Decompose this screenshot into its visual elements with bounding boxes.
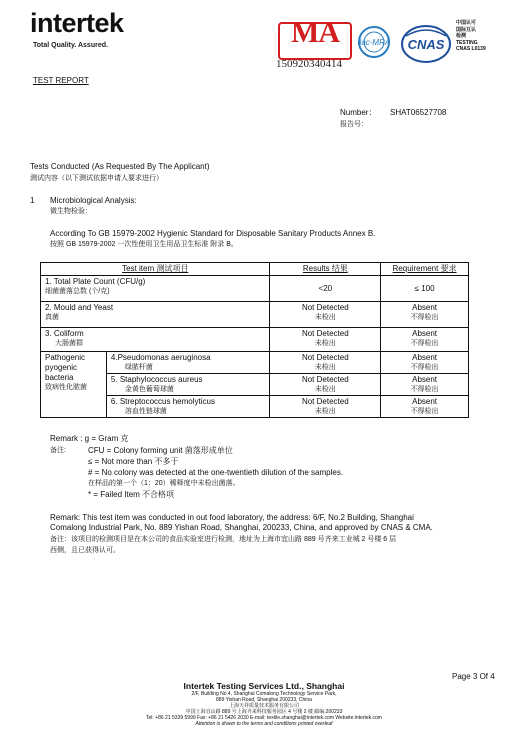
header-test-item: Test item 测试项目 — [41, 263, 270, 276]
table-row — [41, 302, 469, 328]
lab-remark: Remark: This test item was conducted in out food laboratory, the address: 6/F, No.2 Building, Shanghai Comalong Industrial Park, No. 889 Yishan Road, Shanghai, 200233, China, and approved by CNAS & CMA. — [50, 513, 433, 532]
requirement-cell: Absent 不得检出 — [381, 302, 469, 328]
result-cell: Not Detected 未检出 — [270, 396, 381, 418]
requirement-cell: ≤ 100 — [381, 276, 469, 302]
ma-mark: MA — [291, 16, 339, 49]
table-header-row — [41, 263, 469, 276]
report-title: TEST REPORT — [33, 76, 89, 85]
item-cell: 4.Pseudomonas aeruginosa 绿脓杆菌 — [106, 352, 270, 374]
section-title: Microbiological Analysis: — [50, 196, 137, 205]
standard-reference-cn: 按照 GB 15979-2002 一次性使用卫生用品卫生标准 附录 B。 — [50, 241, 238, 248]
result-cell: Not Detected 未检出 — [270, 328, 381, 352]
report-number: SHAT06527708 — [390, 108, 447, 117]
item-cell: 2. Mould and Yeast 真菌 — [41, 302, 270, 328]
svg-text:CNAS: CNAS — [407, 37, 445, 52]
logo-tagline: Total Quality. Assured. — [33, 42, 108, 49]
ilac-mra-logo — [352, 24, 396, 64]
ma-number: 150920340414 — [276, 58, 342, 70]
standard-reference: According To GB 15979-2002 Hygienic Standard for Disposable Sanitary Products Annex B. — [50, 229, 376, 238]
result-cell: Not Detected 未检出 — [270, 302, 381, 328]
header-requirement: Requirement 要求 — [381, 263, 469, 276]
result-cell: Not Detected 未检出 — [270, 374, 381, 396]
requirement-cell: Absent 不得检出 — [381, 352, 469, 374]
remark-note-label: 备注: — [50, 447, 66, 454]
item-cell: 6. Streptococcus hemolyticus 溶血性链球菌 — [106, 396, 270, 418]
svg-text:ilac-MRA: ilac-MRA — [357, 38, 391, 47]
remark-no-colony: # = No colony was detected at the one-twentieth dilution of the samples. — [88, 468, 344, 477]
number-label: Number： — [340, 108, 377, 117]
item-cell: 5. Staphylococcus aureus 金黄色葡萄球菌 — [106, 374, 270, 396]
item-cell: 3. Coliform 大肠菌群 — [41, 328, 270, 352]
footer: Intertek Testing Services Ltd., Shanghai 2/F, Building No.4, Shanghai Comalong Technology Service Park, 889 Yishan Road, Shanghai 200233, China 上海天祥质量技术服务有限公司 中国上海宜山路 889 号上海齐来科技服务园区 4 号楼 2 楼 邮编:200233 Tel: +86 21 5339 5999 Fax: +86 21 5426 2030 E-mail: textile.shanghai@intertek.com Website:intertek.com Attention is drawn to the terms and conditions printed overleaf — [146, 681, 382, 727]
requirement-cell: Absent 不得检出 — [381, 396, 469, 418]
requirement-cell: Absent 不得检出 — [381, 328, 469, 352]
requirement-cell: Absent 不得检出 — [381, 374, 469, 396]
result-cell: <20 — [270, 276, 381, 302]
table-row — [41, 328, 469, 352]
page-number: Page 3 Of 4 — [452, 672, 495, 681]
remark-no-colony-cn: 在样品的第一个（1：20）稀释度中未检出菌落。 — [88, 480, 240, 487]
cnas-accreditation-text: 中国认可 国际互认 检测 TESTING CNAS L0139 — [456, 20, 486, 52]
tests-conducted-heading-cn: 测试内容（以下测试依据申请人要求进行） — [30, 175, 163, 182]
cnas-logo — [400, 22, 452, 66]
results-table — [40, 262, 469, 418]
table-row — [41, 276, 469, 302]
result-cell: Not Detected 未检出 — [270, 352, 381, 374]
header-results: Results 结果 — [270, 263, 381, 276]
section-number: 1 — [30, 196, 35, 205]
table-row — [41, 352, 469, 374]
remark-gram: Remark : g = Gram 克 — [50, 434, 129, 443]
item-cell: 1. Total Plate Count (CFU/g) 细菌菌落总数 (个/克) — [41, 276, 270, 302]
remark-cfu: CFU = Colony forming unit 菌落形成单位 — [88, 446, 233, 455]
remark-not-more-than: ≤ = Not more than 不多于 — [88, 457, 179, 466]
number-label-cn: 报告号： — [340, 121, 368, 128]
section-title-cn: 微生物检验： — [50, 208, 92, 215]
lab-remark-cn: 备注：该项目的检测项目是在本公司的食品实验室进行检测，地址为上海市宜山路 889 号齐来工业城 2 号楼 6 层 西侧，且已获得认可。 — [50, 536, 397, 554]
remark-failed-item: * = Failed Item 不合格项 — [88, 490, 175, 499]
intertek-logo: intertek — [30, 8, 124, 38]
tests-conducted-heading: Tests Conducted (As Requested By The Applicant) — [30, 162, 210, 171]
pathogen-group-cell: Pathogenic pyogenic bacteria 致病性化脓菌 — [41, 352, 107, 418]
